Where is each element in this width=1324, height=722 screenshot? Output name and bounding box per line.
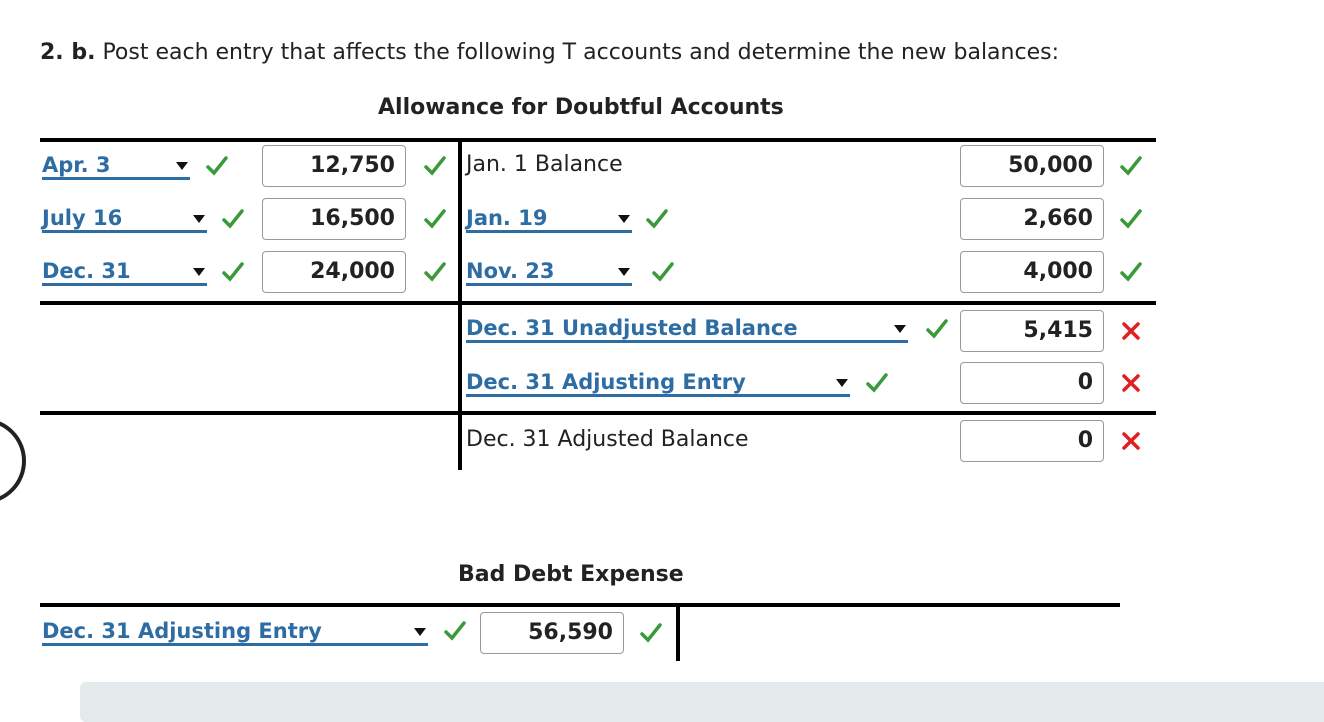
bad-debt-entry-label: Dec. 31 Adjusting Entry: [42, 619, 322, 643]
check-icon: [222, 208, 244, 230]
check-icon: [424, 208, 446, 230]
debit-date-label-1: Apr. 3: [42, 153, 111, 177]
caret-down-icon: [836, 379, 848, 387]
caret-down-icon: [618, 268, 630, 276]
debit-amount-input-2[interactable]: 16,500: [262, 198, 406, 240]
check-icon: [646, 208, 668, 230]
adjusting-entry-select[interactable]: [466, 367, 850, 397]
check-icon: [1120, 261, 1142, 283]
caret-down-icon: [176, 162, 188, 170]
check-icon: [640, 622, 662, 644]
allowance-account-title: Allowance for Doubtful Accounts: [378, 95, 784, 120]
debit-amount-input-1[interactable]: 12,750: [262, 145, 406, 187]
bad-debt-center-rule: [676, 603, 680, 661]
check-icon: [866, 372, 888, 394]
adjusted-balance-label: Dec. 31 Adjusted Balance: [466, 427, 749, 452]
question-number: 2. b.: [40, 40, 96, 65]
bad-debt-account-title: Bad Debt Expense: [458, 562, 684, 587]
check-icon: [1120, 155, 1142, 177]
credit-date-label-2: Jan. 19: [466, 206, 548, 230]
bad-debt-amount-input[interactable]: 56,590: [480, 612, 624, 654]
adjusted-balance-input[interactable]: 0: [960, 420, 1104, 462]
unadjusted-balance-select[interactable]: [466, 313, 908, 343]
bad-debt-entry-select[interactable]: [42, 616, 428, 646]
side-circle-decoration: [0, 418, 26, 504]
feedback-panel: [80, 682, 1324, 722]
caret-down-icon: [193, 215, 205, 223]
debit-amount-input-3[interactable]: 24,000: [262, 251, 406, 293]
check-icon: [926, 318, 948, 340]
credit-date-select-3[interactable]: [466, 256, 632, 286]
allowance-subtotal-rule: [40, 301, 1156, 305]
debit-date-select-1[interactable]: [42, 150, 190, 180]
credit-beginning-balance-label: Jan. 1 Balance: [466, 152, 623, 177]
caret-down-icon: [618, 215, 630, 223]
caret-down-icon: [193, 268, 205, 276]
allowance-adjusted-rule: [40, 411, 1156, 415]
adjusting-entry-label: Dec. 31 Adjusting Entry: [466, 370, 746, 394]
check-icon: [652, 261, 674, 283]
check-icon: [444, 620, 466, 642]
credit-date-select-2[interactable]: [466, 203, 632, 233]
debit-date-select-3[interactable]: [42, 256, 207, 286]
question-text: Post each entry that affects the following T accounts and determine the new balances:: [102, 40, 1059, 65]
check-icon: [1120, 208, 1142, 230]
caret-down-icon: [414, 628, 426, 636]
credit-amount-input-2[interactable]: 2,660: [960, 198, 1104, 240]
unadjusted-balance-input[interactable]: 5,415: [960, 310, 1104, 352]
check-icon: [206, 155, 228, 177]
check-icon: [424, 261, 446, 283]
credit-beginning-balance-input[interactable]: 50,000: [960, 145, 1104, 187]
question-prompt: [40, 40, 1059, 65]
debit-date-select-2[interactable]: [42, 203, 207, 233]
check-icon: [424, 155, 446, 177]
adjusting-entry-input[interactable]: 0: [960, 362, 1104, 404]
caret-down-icon: [894, 325, 906, 333]
debit-date-label-3: Dec. 31: [42, 259, 131, 283]
credit-date-label-3: Nov. 23: [466, 259, 555, 283]
x-icon: [1120, 430, 1142, 452]
credit-amount-input-3[interactable]: 4,000: [960, 251, 1104, 293]
bad-debt-top-rule: [40, 603, 1120, 607]
unadjusted-balance-label: Dec. 31 Unadjusted Balance: [466, 316, 798, 340]
x-icon: [1120, 372, 1142, 394]
debit-date-label-2: July 16: [42, 206, 123, 230]
x-icon: [1120, 320, 1142, 342]
check-icon: [222, 261, 244, 283]
allowance-top-rule: [40, 138, 1156, 142]
